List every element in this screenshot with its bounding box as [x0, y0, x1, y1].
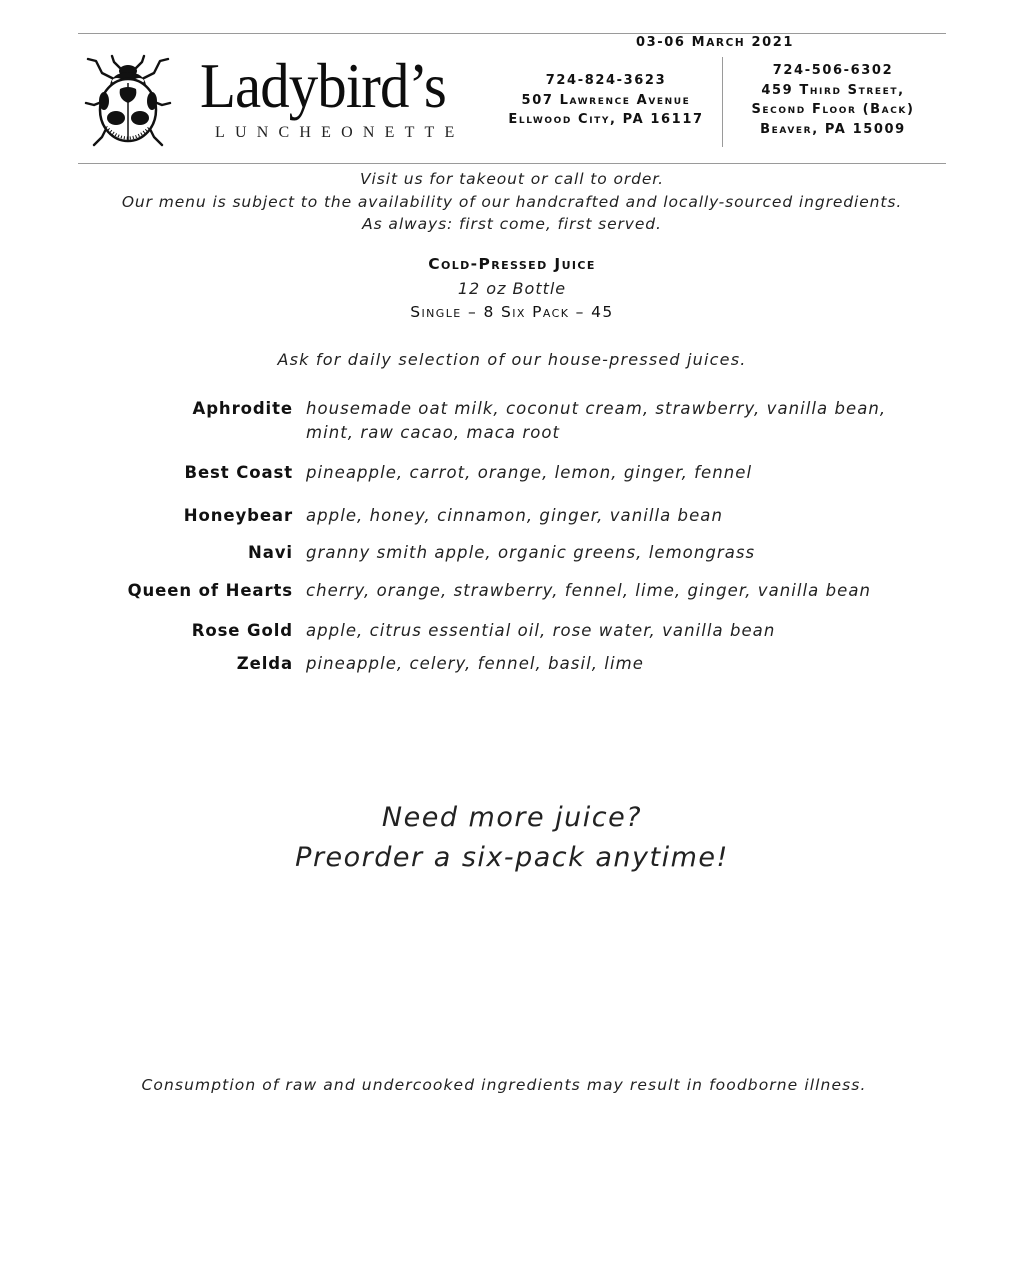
promo-line: Preorder a six-pack anytime! — [295, 841, 729, 873]
item-name: Best Coast — [184, 463, 293, 482]
intro-line: Our menu is subject to the availability of our handcrafted and locally-sourced ingredients. — [121, 192, 903, 211]
single-price: 8 — [483, 303, 495, 321]
address-line: Second Floor (Back) — [751, 102, 915, 117]
location-ellwood-city — [496, 71, 716, 130]
header-top-rule — [78, 33, 946, 34]
location-beaver — [733, 61, 933, 139]
address-line: Ellwood City, PA 16117 — [508, 112, 704, 127]
item-description: housemade oat milk, coconut cream, strawberry, vanilla bean, mint, raw cacao, maca root — [306, 399, 887, 442]
phone-number[interactable]: 724-506-6302 — [772, 63, 894, 78]
item-name: Zelda — [236, 654, 293, 673]
header-bottom-rule — [78, 163, 946, 164]
menu-date: 03-06 MARCH 2021 — [635, 35, 795, 50]
item-description: granny smith apple, organic greens, lemongrass — [306, 543, 756, 562]
item-name: Rose Gold — [191, 621, 293, 640]
item-description: pineapple, carrot, orange, lemon, ginger, fennel — [306, 463, 753, 482]
intro-line: As always: first come, first served. — [362, 215, 662, 234]
item-name: Aphrodite — [192, 399, 293, 418]
location-divider — [722, 57, 723, 147]
six-pack-label: Six Pack — [501, 303, 570, 321]
logo-title: Ladybird’s — [200, 50, 446, 121]
item-description: apple, honey, cinnamon, ginger, vanilla bean — [306, 506, 723, 525]
food-safety-disclaimer: Consumption of raw and undercooked ingredients may result in foodborne illness. — [141, 1076, 867, 1094]
preorder-promo — [0, 798, 1024, 877]
promo-line: Need more juice? — [381, 802, 643, 833]
item-name: Honeybear — [183, 506, 293, 525]
pricing-line: Single – 8 Six Pack – 45 — [410, 303, 614, 321]
item-description: cherry, orange, strawberry, fennel, lime, ginger, vanilla bean — [306, 581, 872, 600]
phone-number[interactable]: 724-824-3623 — [545, 73, 667, 88]
intro-line: Visit us for takeout or call to order. — [360, 170, 664, 188]
item-name: Queen of Hearts — [127, 581, 293, 600]
daily-selection-note: Ask for daily selection of our house-pressed juices. — [277, 350, 747, 369]
item-description: apple, citrus essential oil, rose water, vanilla bean — [306, 621, 776, 640]
intro-text — [0, 168, 1024, 236]
single-label: Single — [410, 303, 462, 321]
address-line: 507 Lawrence Avenue — [521, 92, 691, 108]
address-line: Beaver, PA 15009 — [760, 121, 906, 137]
address-line: 459 Third Street, — [761, 82, 905, 98]
section-title: Cold-Pressed Juice — [428, 255, 596, 273]
item-description: pineapple, celery, fennel, basil, lime — [306, 654, 644, 673]
logo-subtitle: LUNCHEONETTE — [215, 124, 465, 141]
six-pack-price: 45 — [591, 303, 614, 321]
ladybug-icon — [84, 53, 172, 147]
item-name: Navi — [248, 543, 293, 562]
bottle-size: 12 oz Bottle — [457, 279, 567, 298]
